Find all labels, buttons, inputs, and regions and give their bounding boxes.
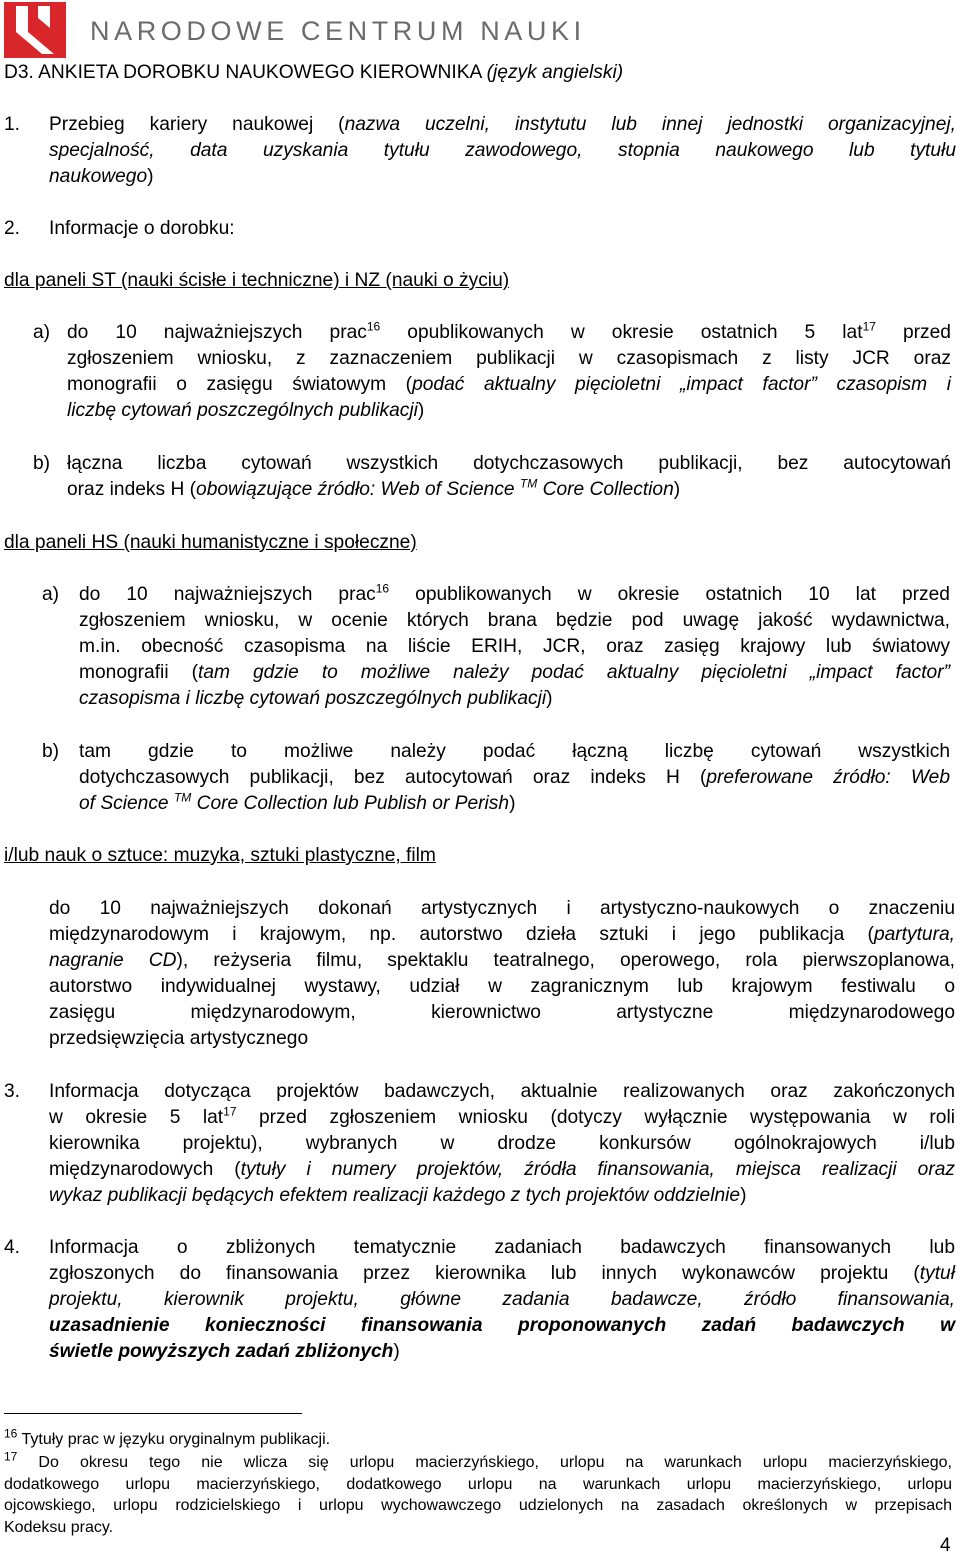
item-3-line-4-a: międzynarodowych ( [49,1159,241,1180]
hs-b-text [79,739,950,817]
st-b-line-1: łączna liczba cytowań wszystkich dotychczasowych publikacji, bez autocytowań [67,453,951,474]
organization-name: NARODOWE CENTRUM NAUKI [90,16,586,46]
hs-panel-heading: dla paneli HS (nauki humanistyczne i społeczne) [4,532,417,553]
art-line-3-b: ), reżyseria filmu, spektaklu teatralnego, operowego, rola pierwszoplanowa, [176,950,956,971]
art-text [49,896,955,1052]
st-b-label: b) [33,453,51,474]
st-a-line-3-b: podać aktualny pięcioletni „impact factor” czasopism i [412,374,951,395]
st-b-text [67,451,951,503]
hs-a-line-2: zgłoszeniem wniosku, w ocenie których brana będzie pod uwagę jakość wydawnictwa, [79,610,950,631]
item-3-line-2-a: w okresie 5 lat [49,1107,224,1128]
st-panel-heading: dla paneli ST (nauki ścisłe i techniczne) i NZ (nauki o życiu) [4,270,510,291]
item-1-text [49,112,956,190]
art-line-3 [49,948,955,974]
item-1-line-1 [49,112,956,138]
item-4-line-3: projektu, kierownik projektu, główne zadania badawcze, źródło finansowania, [49,1289,955,1310]
item-1-number: 1. [4,114,21,135]
logo-background [4,2,66,58]
hs-b-line-3-b: Core Collection lub Publish or Perish [191,793,510,814]
hs-a-label: a) [42,584,60,605]
art-line-6: przedsięwzięcia artystycznego [49,1028,309,1049]
item-3-line-2-b: przed zgłoszeniem wniosku (dotyczy wyłącznie występowania w roli [236,1107,955,1128]
footnote-16-number: 16 [4,1426,18,1441]
footnote-ref-17: 17 [223,1104,237,1119]
item-4-number: 4. [4,1237,21,1258]
item-4-line-4: uzasadnienie konieczności finansowania proponowanych zadań badawczych w [49,1315,955,1336]
document-title [4,60,944,86]
hs-a-line-3: m.in. obecność czasopisma na liście ERIH, JCR, oraz zasięg krajowy lub światowy [79,636,950,657]
art-line-2 [49,922,955,948]
item-4-line-5-b: ) [393,1341,400,1362]
item-4-line-1: Informacja o zbliżonych tematycznie zadaniach badawczych finansowanych lub [49,1237,955,1258]
hs-a-line-5-b: ) [546,688,553,709]
trademark-sup: TM [519,476,538,491]
st-b-line-2-b: obowiązujące źródło: Web of Science [196,479,520,500]
st-b-line-2-a: oraz indeks H ( [67,479,197,500]
item-4-line-5-a: świetle powyższych zadań zbliżonych [49,1341,394,1362]
hs-a-line-5-a: czasopisma i liczbę cytowań poszczególnych publikacji [79,688,547,709]
st-a-line-4-a: liczbę cytowań poszczególnych publikacji [67,400,418,421]
item-4-line-5 [49,1339,955,1365]
item-1-line-1-b: nazwa uczelni, instytutu lub innej jednostki organizacyjnej, [344,114,956,135]
hs-a-line-5 [79,686,950,712]
st-a-text [67,320,951,424]
footnote-17-line-4: Kodeksu pracy. [4,1518,114,1536]
item-1-line-1-a: Przebieg kariery naukowej ( [49,114,345,135]
st-a-line-3 [67,372,951,398]
art-panel-heading: i/lub nauk o sztuce: muzyka, sztuki plastyczne, film [4,845,436,866]
st-a-line-4-b: ) [417,400,425,421]
item-3-line-5 [49,1183,955,1209]
hs-b-line-2 [79,765,950,791]
art-line-5: zasięgu międzynarodowym, kierownictwo artystyczne międzynarodowego [49,1002,955,1023]
hs-b-line-2-a: dotychczasowych publikacji, bez autocytowań oraz indeks H ( [79,767,707,788]
footnote-17-line-2: dodatkowego urlopu macierzyńskiego, dodatkowego urlopu na warunkach urlopu macierzyńskiego, urlopu [4,1475,952,1493]
item-4-line-2-b: tytuł [919,1263,955,1284]
item-4-line-2 [49,1261,955,1287]
item-3-text [49,1079,955,1209]
st-a-line-1-c: przed [875,322,951,343]
hs-b-line-3 [79,791,950,817]
item-1-line-3 [49,164,956,190]
st-a-line-1 [67,320,951,346]
st-a-line-2: zgłoszeniem wniosku, z zaznaczeniem publikacji w czasopismach z listy JCR oraz [67,348,951,369]
item-3-line-5-a: wykaz publikacji będących efektem realizacji każdego z tych projektów oddzielnie [49,1185,741,1206]
header [0,0,960,60]
item-3-number: 3. [4,1081,21,1102]
footnote-17-line-3: ojcowskiego, urlopu rodzicielskiego i urlopu wychowawczego udzielonych na zasadach określonych w przepisach [4,1497,952,1514]
item-2-number: 2. [4,218,21,239]
item-1-line-2: specjalność, data uzyskania tytułu zawodowego, stopnia naukowego lub tytułu [49,140,956,161]
hs-a-line-4-b: tam gdzie to możliwe należy podać aktualny pięcioletni „impact factor” [197,662,950,683]
item-1-line-3-b: ) [147,166,154,187]
item-3-line-2 [49,1105,955,1131]
item-3-line-4 [49,1157,955,1183]
item-3-line-5-b: ) [740,1185,747,1206]
hs-b-line-2-b: preferowane źródło: Web [706,767,950,788]
hs-a-line-1-a: do 10 najważniejszych prac [79,584,376,605]
footnote-17-line-1 [4,1449,952,1474]
st-a-line-1-a: do 10 najważniejszych prac [67,322,367,343]
footnote-separator [4,1413,302,1414]
st-b-line-2-d: ) [673,479,681,500]
footnote-16-text: Tytuły prac w języku oryginalnym publikacji. [17,1431,331,1448]
hs-a-line-4-a: monografii ( [79,662,198,683]
ncn-logo-icon [4,2,66,58]
title-main: D3. ANKIETA DOROBKU NAUKOWEGO KIEROWNIKA [4,62,487,83]
hs-b-line-3-a: of Science [79,793,174,814]
art-line-1: do 10 najważniejszych dokonań artystycznych i artystyczno-naukowych o znaczeniu [49,898,955,919]
item-2-text: Informacje o dorobku: [49,218,235,239]
art-line-2-b: partytura, [873,924,955,945]
art-line-2-a: międzynarodowym i krajowym, np. autorstwo dzieła sztuki i jego publikacja ( [49,924,874,945]
st-b-line-2-c: Core Collection [537,479,674,500]
hs-a-text [79,582,950,712]
item-1-line-3-a: naukowego [49,166,148,187]
hs-a-line-1-b: opublikowanych w okresie ostatnich 10 lat przed [389,584,950,605]
item-4-text [49,1235,955,1365]
hs-b-line-1: tam gdzie to możliwe należy podać łączną liczbę cytowań wszystkich [79,741,950,762]
trademark-sup: TM [173,790,192,805]
footnote-ref-16: 16 [375,581,390,596]
footnote-17-number: 17 [4,1449,18,1464]
item-3-line-3: kierownika projektu), wybranych w drodze konkursów ogólnokrajowych i/lub [49,1133,955,1154]
page-number: 4 [940,1535,951,1556]
art-line-4: autorstwo indywidualnej wystawy, udział w zagranicznym lub krajowym festiwalu o [49,976,955,997]
st-a-line-1-b: opublikowanych w okresie ostatnich 5 lat [380,322,863,343]
art-line-3-a: nagranie CD [49,950,177,971]
st-b-line-2 [67,477,951,503]
footnote-ref-16: 16 [366,319,381,334]
hs-b-label: b) [42,741,60,762]
hs-a-line-1 [79,582,950,608]
footnote-16-line [4,1426,952,1451]
title-language: (język angielski) [486,62,624,83]
footnote-ref-17: 17 [862,319,876,334]
hs-a-line-4 [79,660,950,686]
footnote-17 [4,1449,952,1538]
footnote-16 [4,1426,952,1451]
st-a-line-4 [67,398,951,424]
item-3-line-1: Informacja dotycząca projektów badawczych, aktualnie realizowanych oraz zakończonych [49,1081,955,1102]
hs-b-line-3-c: ) [509,793,516,814]
st-a-label: a) [33,322,51,343]
item-4-line-2-a: zgłoszonych do finansowania przez kierownika lub innych wykonawców projektu ( [49,1263,920,1284]
item-3-line-4-b: tytuły i numery projektów, źródła finansowania, miejsca realizacji oraz [240,1159,955,1180]
st-a-line-3-a: monografii o zasięgu światowym ( [67,374,413,395]
footnote-17-text-1: Do okresu tego nie wlicza się urlopu macierzyńskiego, urlopu na warunkach urlopu macierzyńskiego, [17,1454,952,1471]
